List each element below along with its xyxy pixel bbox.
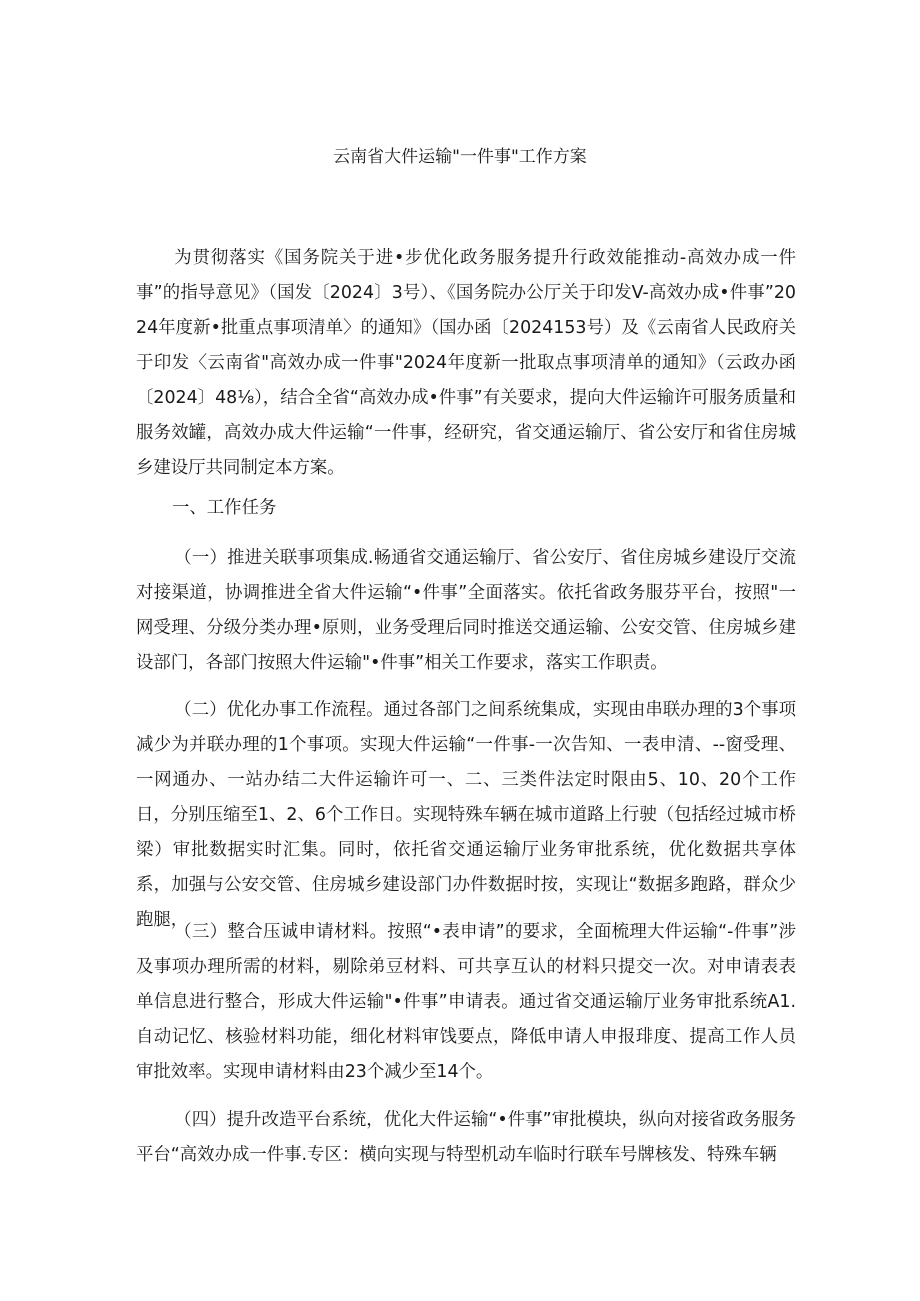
intro-paragraph: 为贯彻落实《国务院关于进•步优化政务服务提升行政效能推动-高效办成一件事”的指导意见》（国发〔2024〕3号）、《国务院办公厅关于印发V-高效办成•件事”2024年度新•批重点事项清单〉的通知》（国办函〔2024153号）及《云南省人民政府关于印发〈云南省"高效办成一件事"2024年度新一批取点事项清单的通知》（云政办函〔2024〕48⅛），结合全省“高效办成•件事”有关要求，提向大件运输许可服务质量和服务效罐，高效办成大件运输“一件事，经研究，省交通运输厅、省公安厅和省住房城乡建设厅共同制定本方案。 (136, 248, 796, 478)
task-item-2: （二）优化办事工作流程。通过各部门之间系统集成，实现由串联办理的3个事项减少为并联办理的1个事项。实现大件运输“一件事-一次告知、一表申清、--窗受理、一网通办、一站办结二大件运输许可一、二、三类件法定时限由5、10、20个工作日，分别压缩至1、2、6个工作日。实现特殊车辆在城市道路上行驶（包括经过城市桥梁）审批数据实时汇集。同时，依托省交通运输厅业务审批系统，优化数据共享体系，加强与公安交管、住房城乡建设部门办件数据时按，实现让“数据多跑路，群众少跑腿， (136, 700, 796, 930)
task-item-3: （三）整合压诚申请材料。按照“•表申请”的要求，全面梳理大件运输“-件事”涉及事项办理所需的材料，剔除弟豆材料、可共享互认的材料只提交一次。对申请表表单信息进行整合，形成大件运输"•件事”申请表。通过省交通运输厅业务审批系统A1.自动记忆、核验材料功能，细化材料审饯要点，降低申请人申报琲度、提高工作人员审批效率。实现申请材料由23个减少至14个。 (136, 922, 796, 1082)
task-item-1: （一）推进关联事项集成.畅通省交通运输厅、省公安厅、省住房城乡建设厅交流对接渠道，协调推进全省大件运输“•件事”全面落实。依托省政务服芬平台，按照"一网受理、分级分类办理•原则，业务受理后同时推送交通运输、公安交管、住房城乡建设部门，各部门按照大件运输"•件事”相关工作要求，落实工作职责。 (136, 548, 796, 673)
section-heading-work-tasks: 一、工作任务 (172, 498, 277, 518)
task-item-4: （四）提升改造平台系统，优化大件运输“•件事”审批模块，纵向对接省政务服务平台“高效办成一件事.专区：横向实现与特型机动车临时行联车号牌核发、特殊车辆 (136, 1110, 796, 1165)
document-title: 云南省大件运输"一件事"工作方案 (333, 147, 587, 167)
